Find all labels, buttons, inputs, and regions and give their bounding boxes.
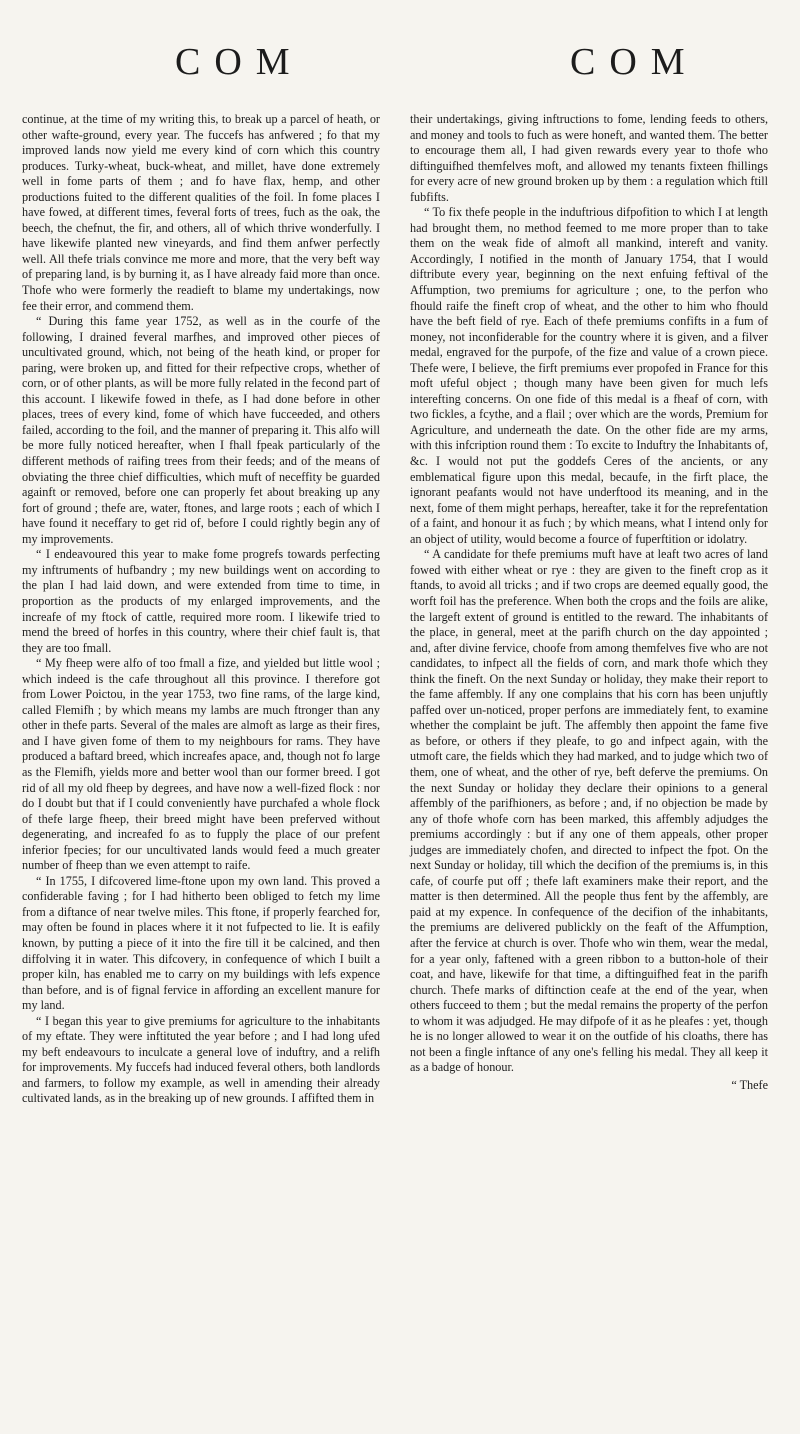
paragraph: “ To fix thefe people in the induftrious difpofition to which I at length had brought them, no method feemed to me more proper than to take them on the weak fide of almoft all mankind, intereft and vanity. Accordingly, I notified in the month of January 1754, that I would diftribute every year, beginning on the next enfuing feftival of the Affumption, two premiums for agriculture ; one, to the perfon who fhould raife the fineft crop of wheat, and the other to him who fhould have the beft field of rye. Each of thefe premiums confifts in a fum of money, not inconfiderable for the country where it is given, and a filver medal, engraved for the purpofe, of the fize and value of a crown piece. Thefe were, I believe, the firft premiums ever propofed in France for this moft ufeful object ; though many have been given for much lefs interefting concerns. On one fide of this medal is a fheaf of corn, with two fickles, a fcythe, and a flail ; over which are the words, Premium for Agriculture, and underneath the date. On the other fide are my arms, with this infcription round them : To excite to Induftry the Inhabitants of, &c. I would not put the goddefs Ceres of the ancients, or any emblematical figure upon this medal, becaufe, in the firft place, the ignorant peafants would not have underftood its meaning, and in the next, fome of them might perhaps, hereafter, take it for the reprefentation of a faint, and honour it as fuch ; by which means, what I intend only for an object of utility, would become a fource of fuperftition or idolatry.	[410, 205, 768, 546]
catchword: “ Thefe	[731, 1077, 768, 1092]
paragraph: their undertakings, giving inftructions to fome, lending feeds to others, and money and tools to fuch as were honeft, and wanted them. The better to encourage them all, I had given rewards every year to thofe who diftinguifhed themfelves moft, and allowed my tenants fixteen fhillings for every acre of new ground broken up by them : a regulation which ftill fubfifts.	[410, 112, 768, 204]
paragraph: “ I began this year to give premiums for agriculture to the inhabitants of my eftate. They were inftituted the year before ; and I had long ufed my beft endeavours to inculcate a general love of induftry, and a relifh for improvements. My fuccefs had induced feveral others, both landlords and farmers, to follow my example, as well in amending their already cultivated lands, as in the breaking up of new grounds. I affifted them in	[22, 1013, 380, 1106]
left-column	[22, 112, 380, 1107]
paragraph: “ I endeavoured this year to make fome progrefs towards perfecting my inftruments of hufbandry ; my new buildings went on according to the plan I had laid down, and were extended from time to time, in proportion as the products of my enlarged improvements, and the increafe of my ftock of cattle, required more room. I likewife tried to mend the breed of horfes in this country, where their chief fault is, that they are too fmall.	[22, 547, 380, 655]
right-column	[410, 112, 768, 1093]
paragraph: “ A candidate for thefe premiums muft have at leaft two acres of land fowed with either wheat or rye : they are given to the fineft crop as it ftands, to avoid all tricks ; and if two crops are deemed equally good, the worft foil has the preference. When both the crops and the foils are alike, the largeft extent of ground is entitled to the reward. The inhabitants of the place, in general, meet at the parifh church on the day appointed ; and, after divine fervice, choofe from among themfelves five who are not candidates, to infpect all the fields of corn, and mark thofe which they think the fineft. On the next Sunday or holiday, they make their report to the fame affembly. If any one complains that his corn has been unjuftly paffed over un-noticed, proper perfons are immediately fent, to examine whether the complaint be juft. The affembly then appoint the fame five as before, or others if they pleafe, to go and infpect again, with the utmoft care, the fields which they had marked, and to judge which two of them, one of wheat, and the other of rye, beft deferve the premiums. On the next Sunday or holiday they declare their opinions to a general affembly of the parifhioners, as before ; and, if no objection be made by any of thofe whofe corn has been marked, this affembly adjudges the premiums accordingly : but if any one of them appeals, other proper judges are immediately chofen, and directed to infpect the fpot. On the next Sunday or holiday, till which the decifion of the premiums is, in this cafe, of courfe put off ; thefe laft examiners make their report, and the matter is then determined. All the people thus fent by the affembly, are paid at my expence. In confequence of the decifion of the inhabitants, the premiums are delivered publickly on the feaft of the Affumption, after the fervice at church is over. Thofe who win them, wear the medal, for a year only, faftened with a green ribbon to a button-hole of their coat, and have, likewife for that time, a diftinguifhed feat in the parifh church. Thefe marks of diftinction ceafe at the end of the year, when others fucceed to them ; but the medal remains the property of the perfon to whom it was adjudged. He may difpofe of it as he pleafes : yet, though he is no longer allowed to wear it on the outfide of his cloaths, there has not been a fingle inftance of any one's felling his medal. They all keep it as a badge of honour.	[410, 547, 768, 1075]
paragraph: “ During this fame year 1752, as well as in the courfe of the following, I drained feveral marfhes, and improved other pieces of uncultivated ground, which, not being of the heath kind, or proper for paring, were broken up, and fitted for their refpective crops, whether of corn, or of other plants, as will be more fully related in the fecond part of this account. I likewife fowed in thefe, as I had done before in other places, trees of every kind, fome of which have fucceeded, and others failed, according to the foil, and the manner of preparing it. This alfo will be more fully noticed hereafter, when I fhall fpeak particularly of the different methods of raifing trees from their feeds; and of the means of obviating the three chief difficulties, which muft of neceffity be guarded againft or removed, before one can properly fet about breaking up any fort of ground ; thefe are, water, ftones, and large roots ; each of which I have found it neceffary to get rid of, before I could rightly begin any of my improvements.	[22, 314, 380, 546]
paragraph: “ My fheep were alfo of too fmall a fize, and yielded but little wool ; which indeed is the cafe throughout all this province. I therefore got from Lower Poictou, in the year 1753, two fine rams, of the large kind, called Flemifh ; by which means my lambs are much ftronger than any other in thefe parts. Several of the males are almoft as large as their fires, and I have given fome of them to my neighbours for rams. They have produced a baftard breed, which increafes apace, and, though not fo large as the Flemifh, yields more and better wool than our former breed. I got rid of all my old fheep by degrees, and have now a well-fized flock : nor do I doubt but that if I could conveniently have purchafed a whole flock of thefe large fheep, their breed might have been preferved without degenerating, and increafed fo as to fupply the place of our prefent inferior fpecies; for our uncultivated lands would feed a much greater number of fheep than we even attempt to raife.	[22, 656, 380, 873]
running-head-right: COM	[570, 41, 699, 83]
page-header	[0, 40, 800, 100]
paragraph: continue, at the time of my writing this, to break up a parcel of heath, or other wafte-ground, every year. The fuccefs has anfwered ; fo that my improved lands now yield me every kind of corn which this country produces. Turky-wheat, buck-wheat, and millet, have done extremely well in fome parts of them ; and fo have flax, hemp, and other productions fuited to the different qualities of the foil. In fome places I have fowed, at different times, feveral forts of trees, fuch as the oak, the beech, the chefnut, the fir, and others, all of which thrive wonderfully. I have likewife planted new vineyards, and find them anfwer perfectly well. All thefe trials convince me more and more, that the very beft way of preparing land, is by burning it, as I have already faid more than once. Thofe who were formerly the readieft to blame my undertakings, now fee their error, and commend them.	[22, 112, 380, 313]
running-head-left: COM	[175, 41, 304, 83]
paragraph: “ In 1755, I difcovered lime-ftone upon my own land. This proved a confiderable faving ; for I had hitherto been obliged to fetch my lime from a diftance of near twelve miles. This ftone, if properly fearched for, may often be found in places where it it not fufpected to lie. It is eafily known, by putting a piece of it into the fire till it be calcined, and then diffolving it in water. This difcovery, in confequence of which I built a proper kiln, has enabled me to carry on my buildings with lefs expence than before, and is of fignal fervice in affording an excellent manure for my land.	[22, 873, 380, 1013]
